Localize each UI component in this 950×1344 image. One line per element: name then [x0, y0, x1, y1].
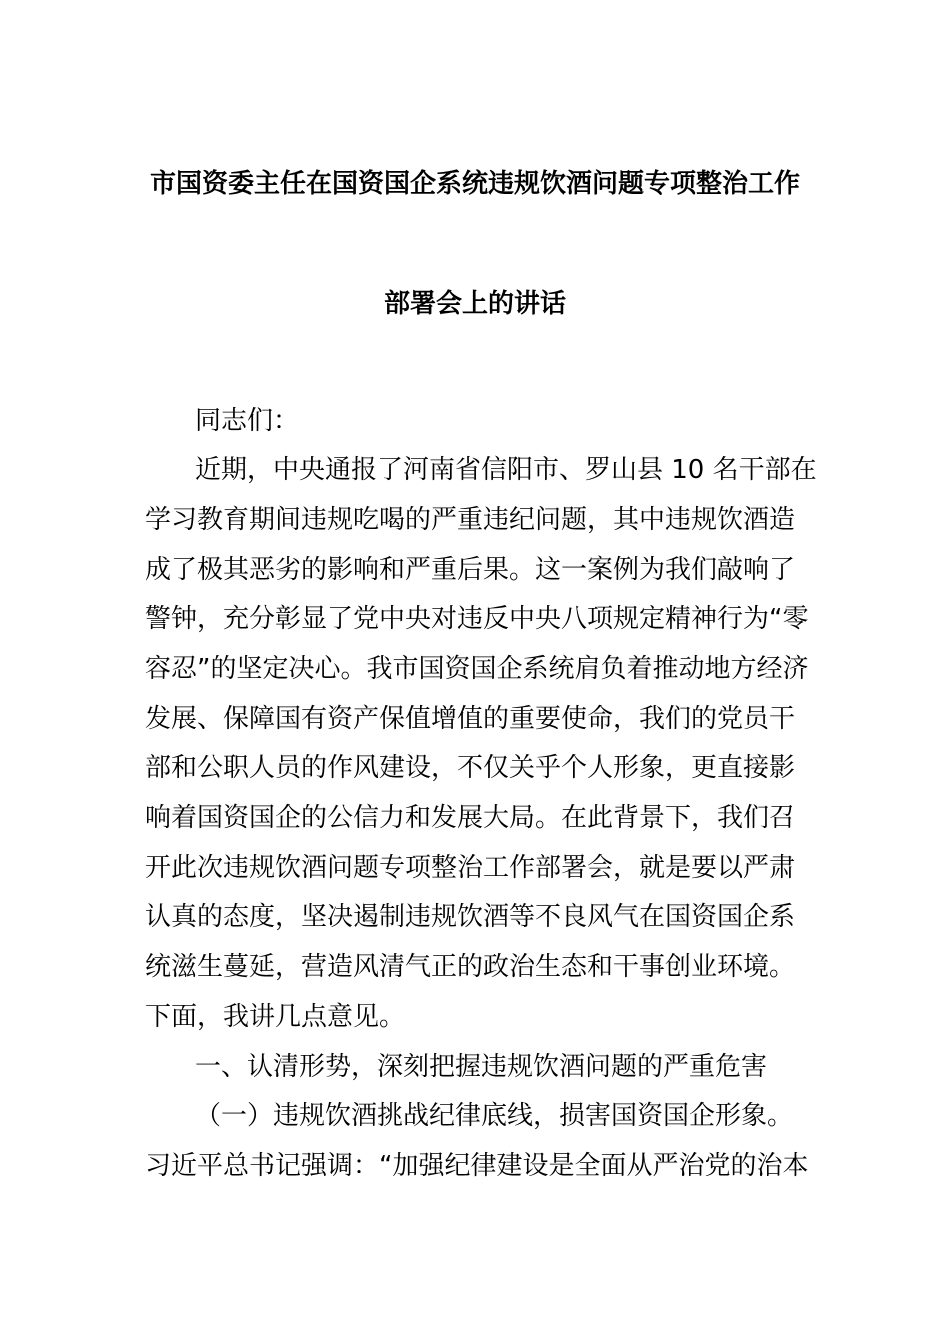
body-line: 容忍”的坚定决心。我市国资国企系统肩负着推动地方经济 — [145, 654, 809, 684]
document-title-line-1: 市国资委主任在国资国企系统违规饮酒问题专项整治工作 — [149, 169, 800, 199]
subsection-heading: （一）违规饮酒挑战纪律底线，损害国资国企形象。 — [195, 1101, 794, 1131]
body-line: 习近平总书记强调：“加强纪律建设是全面从严治党的治本 — [145, 1151, 809, 1181]
body-line: 部和公职人员的作风建设，不仅关乎个人形象，更直接影 — [145, 753, 796, 783]
document-title-line-2: 部署会上的讲话 — [383, 289, 566, 319]
body-line: 学习教育期间违规吃喝的严重违纪问题，其中违规饮酒造 — [145, 505, 796, 535]
section-heading: 一、认清形势，深刻把握违规饮酒问题的严重危害 — [195, 1052, 768, 1082]
body-line: 下面，我讲几点意见。 — [145, 1002, 406, 1032]
body-line: 警钟，充分彰显了党中央对违反中央八项规定精神行为“零 — [145, 604, 809, 634]
body-line: 发展、保障国有资产保值增值的重要使命，我们的党员干 — [145, 704, 796, 734]
body-line: 统滋生蔓延，营造风清气正的政治生态和干事创业环境。 — [145, 952, 796, 982]
body-line: 认真的态度，坚决遏制违规饮酒等不良风气在国资国企系 — [145, 902, 796, 932]
body-line: 响着国资国企的公信力和发展大局。在此背景下，我们召 — [145, 803, 796, 833]
body-line: 成了极其恶劣的影响和严重后果。这一案例为我们敲响了 — [145, 555, 796, 585]
body-line: 近期，中央通报了河南省信阳市、罗山县 10 名干部在 — [195, 455, 817, 485]
body-line: 开此次违规饮酒问题专项整治工作部署会，就是要以严肃 — [145, 853, 796, 883]
salutation: 同志们： — [195, 406, 300, 436]
